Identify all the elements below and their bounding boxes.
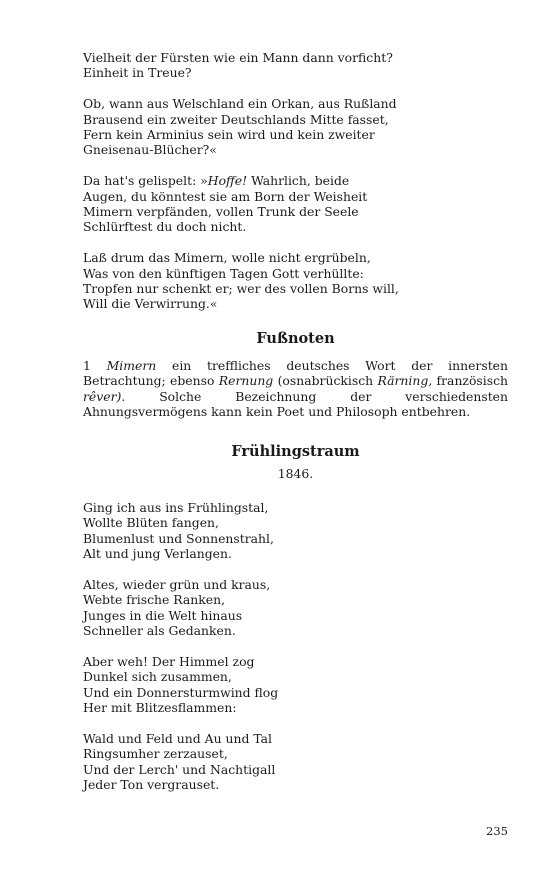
poem-date: 1846. (277, 466, 314, 482)
footnote-body: (osnabrückisch (273, 373, 378, 389)
verse-line: Und der Lerch' und Nachtigall (83, 761, 276, 777)
verse-line: Aber weh! Der Himmel zog (83, 653, 255, 669)
emphasis-text: Rernung (218, 373, 274, 389)
verse-line: Ob, wann aus Welschland ein Orkan, aus Rußland (83, 96, 397, 112)
verse-text: Wahrlich, beide (247, 173, 350, 189)
verse-line: Einheit in Treue? (83, 65, 192, 81)
verse-line: Vielheit der Fürsten wie ein Mann dann vorficht? (83, 50, 393, 65)
verse-line: Mimern verpfänden, vollen Trunk der Seele (83, 204, 359, 220)
verse-line: Gneisenau-Blücher?« (83, 142, 217, 158)
verse-line: Her mit Blitzesflammen: (83, 700, 237, 716)
verse-line: Dunkel sich zusammen, (83, 669, 232, 685)
footnote-body: französisch (432, 373, 509, 389)
verse-text: Da hat's gelispelt: » (83, 173, 208, 189)
verse-line: Was von den künftigen Tagen Gott verhüllte: (83, 265, 364, 281)
verse-line: Tropfen nur schenkt er; wer des vollen Borns will, (83, 281, 399, 297)
verse-line: Laß drum das Mimern, wolle nicht ergrübeln, (83, 250, 371, 266)
verse-line: Jeder Ton vergrauset. (83, 777, 220, 793)
page-number: 235 (486, 824, 508, 838)
emphasis-text: Hoffe! (207, 173, 248, 189)
verse-line: Augen, du könntest sie am Born der Weisheit (83, 188, 368, 204)
verse-line: Alt und jung Verlangen. (83, 546, 232, 562)
poem-stanza (83, 577, 508, 639)
poem-title: Frühlingstraum (231, 443, 360, 461)
footnote-body: ein treffliches deutsches Wort der innersten Betrachtung; ebenso (83, 357, 508, 389)
emphasis-text: Rärning, (377, 373, 433, 389)
emphasis-text: rêver). (83, 388, 126, 404)
verse-line: Will die Verwirrung.« (83, 296, 218, 312)
poem-stanza (83, 654, 508, 716)
verse-line: Brausend ein zweiter Deutschlands Mitte fasset, (83, 111, 389, 127)
footnote-body: Solche Bezeichnung der verschiedensten Ahnungsvermögens kann kein Poet und Philosoph entbehren. (83, 388, 508, 420)
verse-line: Wald und Feld und Au und Tal (83, 730, 272, 746)
verse-line: Ringsumher zerzauset, (83, 746, 228, 762)
poem-stanza (83, 250, 508, 312)
footnote-number: 1 (83, 357, 107, 373)
verse-line: Altes, wieder grün und kraus, (83, 576, 271, 592)
page-body (83, 50, 508, 793)
verse-line: Webte frische Ranken, (83, 592, 226, 608)
verse-line: Junges in die Welt hinaus (83, 607, 243, 623)
verse-line: Blumenlust und Sonnenstrahl, (83, 530, 274, 546)
poem-stanza (83, 173, 508, 235)
poem-stanza (83, 500, 508, 562)
footnotes-heading: Fußnoten (256, 329, 335, 347)
emphasis-text: Mimern (106, 357, 157, 373)
poem-stanza (83, 50, 508, 81)
poem-stanza (83, 96, 508, 158)
verse-line: Ging ich aus ins Frühlingstal, (83, 499, 269, 515)
verse-line: Fern kein Arminius sein wird und kein zweiter (83, 127, 375, 143)
poem-stanza (83, 731, 508, 793)
verse-line: Wollte Blüten fangen, (83, 515, 219, 531)
footnote-text (83, 358, 508, 420)
verse-line: Und ein Donnersturmwind flog (83, 684, 279, 700)
verse-line: Schlürftest du doch nicht. (83, 219, 247, 235)
verse-line: Schneller als Gedanken. (83, 623, 236, 639)
verse-line (83, 173, 508, 188)
